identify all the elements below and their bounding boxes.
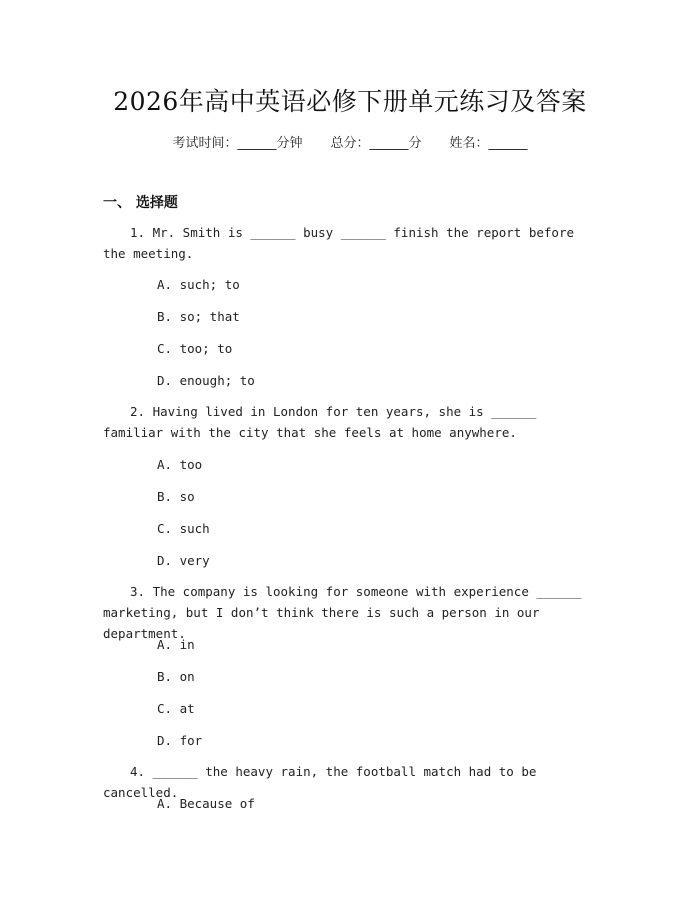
question-1-option-d: D. enough; to [157,373,255,388]
exam-time: 考试时间：______分钟 [172,136,303,151]
question-2-option-a: A. too [157,457,203,472]
question-1-option-b: B. so; that [157,309,240,324]
exam-score: 总分：______分 [330,136,422,151]
question-3: 3. The company is looking for someone with experience ______ marketing, but I don’t think there is such a person in our department. [103,584,582,641]
exam-meta [0,132,700,151]
question-2-option-c: C. such [157,521,210,536]
section-heading: 一、 选择题 [103,195,178,211]
question-1-option-c: C. too; to [157,341,233,356]
exam-name: 姓名：______ [449,136,528,151]
question-3-option-b: B. on [157,669,195,684]
question-3-option-a: A. in [157,637,195,652]
question-2-option-b: B. so [157,489,195,504]
question-3-option-c: C. at [157,701,195,716]
question-3-option-d: D. for [157,733,203,748]
question-1: 1. Mr. Smith is ______ busy ______ finish the report before the meeting. [103,225,575,261]
document-title: 2026年高中英语必修下册单元练习及答案 [113,87,587,116]
question-2-option-d: D. very [157,553,210,568]
question-2: 2. Having lived in London for ten years, she is ______ familiar with the city that she feels at home anywhere. [103,404,537,440]
question-4-option-a: A. Because of [157,796,255,811]
question-1-option-a: A. such; to [157,277,240,292]
question-4: 4. ______ the heavy rain, the football match had to be cancelled. [103,764,537,800]
